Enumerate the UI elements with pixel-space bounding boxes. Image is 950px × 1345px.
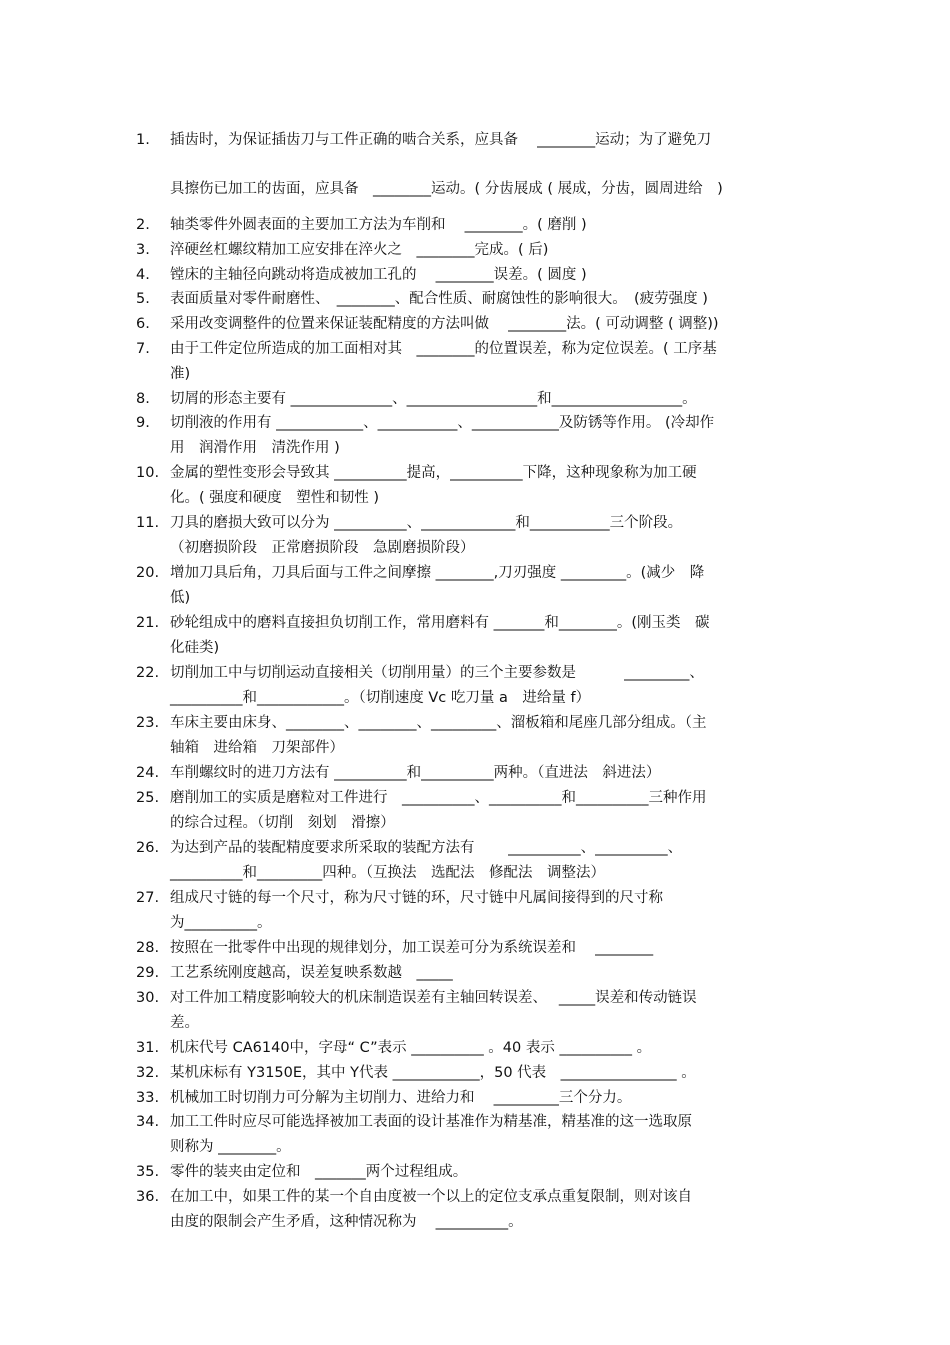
question-text: 砂轮组成中的磨料直接担负切削工作，常用磨料有 _______和________。(刚玉类 碳 — [170, 615, 710, 631]
question-number: 29. — [136, 965, 160, 981]
question-text: 采用改变调整件的位置来保证装配精度的方法叫做 ________法。( 可动调整 ( 调整)) — [170, 316, 719, 332]
question-number: 28. — [136, 940, 160, 956]
question-number: 35. — [136, 1164, 160, 1180]
question-number: 21. — [136, 615, 160, 631]
question-number: 34. — [136, 1114, 160, 1130]
question-text: 车削螺纹时的进刀方法有 __________和__________两种。（直进法 斜进法） — [170, 765, 661, 781]
question-text: 由于工件定位所造成的加工面相对其 ________的位置误差，称为定位误差。( 工序基 — [170, 341, 717, 357]
question-text: 化硅类) — [170, 639, 220, 656]
question-text: 插齿时，为保证插齿刀与工件正确的啮合关系，应具备 ________运动；为了避免刀 — [170, 132, 712, 148]
question-number: 20. — [136, 565, 160, 581]
question-number: 32. — [136, 1065, 160, 1081]
question-number: 10. — [136, 465, 160, 481]
question-text: 在加工中，如果工件的某一个自由度被一个以上的定位支承点重复限制，则对该自 — [170, 1189, 692, 1205]
question-text: 镗床的主轴径向跳动将造成被加工孔的 ________误差。( 圆度 ) — [170, 267, 587, 283]
question-text: 切屑的形态主要有 ______________、__________________和__________________。 — [170, 391, 697, 407]
question-number: 24. — [136, 765, 160, 781]
question-text: 某机床标有 Y3150E，其中 Y代表 ____________，50 代表 ________________ 。 — [170, 1065, 696, 1081]
question-text: 磨削加工的实质是磨粒对工件进行 __________、__________和__________三种作用 — [170, 790, 707, 806]
question-number: 1. — [136, 132, 150, 148]
question-text: 零件的装夹由定位和 _______两个过程组成。 — [170, 1164, 468, 1180]
question-number: 3. — [136, 242, 150, 258]
question-text: 对工件加工精度影响较大的机床制造误差有主轴回转误差、 _____误差和传动链误 — [170, 990, 697, 1006]
question-text: __________和____________。（切削速度 Vc 吃刀量 a 进给量 f） — [170, 689, 591, 706]
question-text: 淬硬丝杠螺纹精加工应安排在淬火之 ________完成。( 后) — [170, 242, 549, 258]
question-number: 31. — [136, 1040, 160, 1056]
question-number: 36. — [136, 1189, 160, 1205]
question-text: 机械加工时切削力可分解为主切削力、进给力和 _________三个分力。 — [170, 1090, 632, 1106]
question-text: 由度的限制会产生矛盾，这种情况称为 __________。 — [170, 1213, 523, 1230]
question-text: 为达到产品的装配精度要求所采取的装配方法有 __________、__________、 — [170, 840, 683, 856]
question-number: 8. — [136, 391, 150, 407]
question-number: 2. — [136, 217, 150, 233]
question-text: 差。 — [170, 1014, 199, 1031]
question-text: 表面质量对零件耐磨性、 ________、配合性质、耐腐蚀性的影响很大。 (疲劳强度 ) — [170, 291, 708, 307]
question-number: 11. — [136, 515, 160, 531]
question-text: 车床主要由床身、________、________、_________、溜板箱和尾座几部分组成。（主 — [170, 715, 707, 731]
question-number: 7. — [136, 341, 150, 357]
question-number: 23. — [136, 715, 160, 731]
question-number: 4. — [136, 267, 150, 283]
question-text: __________和_________四种。（互换法 选配法 修配法 调整法） — [170, 864, 605, 881]
question-number: 6. — [136, 316, 150, 332]
question-text: 组成尺寸链的每一个尺寸，称为尺寸链的环，尺寸链中凡属间接得到的尺寸称 — [170, 890, 663, 906]
question-text: （初磨损阶段 正常磨损阶段 急剧磨损阶段） — [170, 539, 475, 556]
question-number: 30. — [136, 990, 160, 1006]
question-text: 的综合过程。（切削 刻划 滑擦） — [170, 814, 395, 831]
question-number: 27. — [136, 890, 160, 906]
question-text: 具擦伤已加工的齿面，应具备 ________运动。( 分齿展成 ( 展成，分齿，圆周进给 ) — [170, 181, 723, 197]
question-text: 为__________。 — [170, 914, 272, 931]
question-text: 切削液的作用有 ____________、___________、____________及防锈等作用。 (冷却作 — [170, 415, 715, 431]
question-number: 9. — [136, 415, 150, 431]
question-text: 金属的塑性变形会导致其 __________提高，__________下降，这种现象称为加工硬 — [170, 465, 697, 481]
question-text: 刀具的磨损大致可以分为 __________、_____________和___________三个阶段。 — [170, 515, 683, 531]
question-text: 增加刀具后角，刀具后面与工件之间摩擦 ________,刀刃强度 _________。(减少 降 — [170, 565, 705, 581]
question-text: 切削加工中与切削运动直接相关（切削用量）的三个主要参数是 _________、 — [170, 665, 704, 681]
question-text: 机床代号 CA6140中，字母“ C”表示 __________ 。40 表示 __________ 。 — [170, 1040, 652, 1056]
question-number: 25. — [136, 790, 160, 806]
question-text: 准) — [170, 365, 191, 382]
question-text: 加工工件时应尽可能选择被加工表面的设计基准作为精基准，精基准的这一选取原 — [170, 1114, 692, 1130]
question-text: 按照在一批零件中出现的规律划分，加工误差可分为系统误差和 ________ — [170, 940, 654, 956]
question-text: 则称为 ________。 — [170, 1138, 291, 1155]
question-text: 轴类零件外圆表面的主要加工方法为车削和 ________。( 磨削 ) — [170, 217, 587, 233]
question-number: 5. — [136, 291, 150, 307]
question-text: 轴箱 进给箱 刀架部件） — [170, 739, 344, 756]
question-number: 26. — [136, 840, 160, 856]
question-text: 工艺系统刚度越高，误差复映系数越 _____ — [170, 965, 453, 981]
question-text: 化。( 强度和硬度 塑性和韧性 ) — [170, 489, 380, 506]
question-number: 22. — [136, 665, 160, 681]
question-text: 低) — [170, 589, 191, 606]
question-number: 33. — [136, 1090, 160, 1106]
question-text: 用 润滑作用 清洗作用 ) — [170, 439, 340, 456]
